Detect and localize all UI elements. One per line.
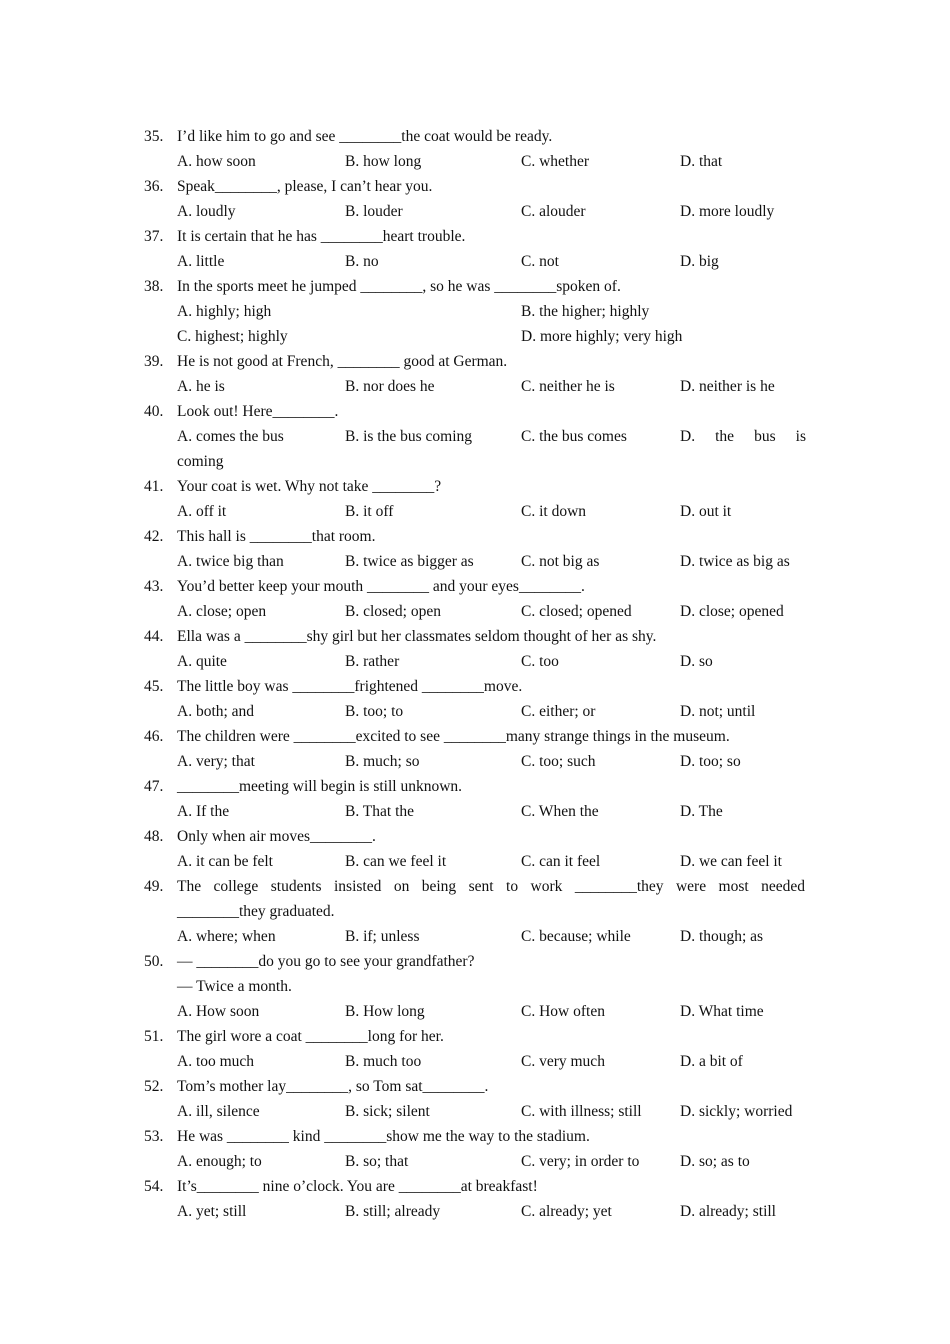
option-b: B. How long	[345, 1003, 425, 1020]
word: the	[715, 428, 735, 445]
question-number: 50.	[144, 953, 164, 970]
option-a: A. If the	[177, 803, 230, 820]
options-43	[0, 599, 950, 624]
option-a: A. he is	[177, 378, 225, 395]
word: is	[795, 428, 806, 445]
options-39	[0, 374, 950, 399]
option-b: B. how long	[345, 153, 422, 170]
option-a: A. enough; to	[177, 1153, 262, 1170]
option-c: C. can it feel	[521, 853, 601, 870]
options-45	[0, 699, 950, 724]
options-51	[0, 1049, 950, 1074]
options-42	[0, 549, 950, 574]
option-b: B. sick; silent	[345, 1103, 430, 1120]
options-37	[0, 249, 950, 274]
question-number: 49.	[144, 878, 164, 895]
option-b: B. is the bus coming	[345, 428, 473, 445]
question-number: 52.	[144, 1078, 164, 1095]
question-stem: Tom’s mother lay________, so Tom sat________.	[177, 1078, 489, 1095]
question-51	[0, 1024, 950, 1049]
option-d: D. though; as	[680, 928, 764, 945]
question-number: 51.	[144, 1028, 164, 1045]
option-c: C. too	[521, 653, 559, 670]
question-35	[0, 124, 950, 149]
option-a: A. quite	[177, 653, 227, 670]
option-a: A. how soon	[177, 153, 256, 170]
option-a: A. highly; high	[177, 303, 272, 320]
option-d: D. more loudly	[680, 203, 775, 220]
option-c: C. it down	[521, 503, 587, 520]
question-number: 47.	[144, 778, 164, 795]
question-stem: — ________do you go to see your grandfather?	[177, 953, 475, 970]
option-d: D. more highly; very high	[521, 328, 683, 345]
option-d: D. already; still	[680, 1203, 776, 1220]
question-stem: ________meeting will begin is still unknown.	[177, 778, 463, 795]
word: being	[421, 878, 457, 895]
options-50	[0, 999, 950, 1024]
option-d: D. The	[680, 803, 723, 820]
question-40	[0, 399, 950, 424]
word: work	[530, 878, 563, 895]
question-48	[0, 824, 950, 849]
option-c: C. the bus comes	[521, 428, 627, 445]
option-a: A. close; open	[177, 603, 267, 620]
options-36	[0, 199, 950, 224]
question-number: 38.	[144, 278, 164, 295]
question-50	[0, 949, 950, 974]
option-d	[680, 424, 806, 449]
question-number: 48.	[144, 828, 164, 845]
option-a: A. too much	[177, 1053, 255, 1070]
option-d: D. so	[680, 653, 713, 670]
question-stem: This hall is ________that room.	[177, 528, 376, 545]
option-a: A. loudly	[177, 203, 236, 220]
option-c: C. not	[521, 253, 559, 270]
option-d: D. close; opened	[680, 603, 784, 620]
option-a: A. little	[177, 253, 225, 270]
option-a: A. ill, silence	[177, 1103, 260, 1120]
option-a: A. yet; still	[177, 1203, 247, 1220]
option-d: D. we can feel it	[680, 853, 782, 870]
question-stem	[177, 874, 805, 899]
options-38-row2	[0, 324, 950, 349]
option-d-wrap: coming	[177, 453, 224, 470]
option-b: B. much too	[345, 1053, 422, 1070]
question-44	[0, 624, 950, 649]
word: to	[506, 878, 519, 895]
option-c: C. very much	[521, 1053, 605, 1070]
option-a: A. it can be felt	[177, 853, 273, 870]
word: sent	[468, 878, 494, 895]
question-stem-wrap: ________they graduated.	[177, 903, 335, 920]
question-number: 40.	[144, 403, 164, 420]
option-a: A. both; and	[177, 703, 255, 720]
option-c: C. neither he is	[521, 378, 615, 395]
question-stem: The little boy was ________frightened ________move.	[177, 678, 523, 695]
question-number: 53.	[144, 1128, 164, 1145]
question-number: 46.	[144, 728, 164, 745]
option-d: D. so; as to	[680, 1153, 750, 1170]
question-stem: Only when air moves________.	[177, 828, 376, 845]
option-b: B. still; already	[345, 1203, 441, 1220]
options-40-wrap	[0, 449, 950, 474]
question-stem: He was ________ kind ________show me the way to the stadium.	[177, 1128, 590, 1145]
question-number: 35.	[144, 128, 164, 145]
question-50-reply	[0, 974, 950, 999]
option-a: A. where; when	[177, 928, 276, 945]
options-40	[0, 424, 950, 449]
question-number: 43.	[144, 578, 164, 595]
question-stem: Look out! Here________.	[177, 403, 339, 420]
question-stem: It’s________ nine o’clock. You are ________at breakfast!	[177, 1178, 538, 1195]
word: needed	[761, 878, 805, 895]
option-d: D. too; so	[680, 753, 741, 770]
word: ________they	[574, 878, 664, 895]
option-c: C. alouder	[521, 203, 586, 220]
question-stem: The children were ________excited to see ________many strange things in the museum.	[177, 728, 730, 745]
question-stem: The girl wore a coat ________long for her.	[177, 1028, 444, 1045]
option-d: D. What time	[680, 1003, 764, 1020]
question-49-wrap	[0, 899, 950, 924]
question-stem: I’d like him to go and see ________the coat would be ready.	[177, 128, 553, 145]
question-52	[0, 1074, 950, 1099]
option-b: B. no	[345, 253, 379, 270]
question-stem: In the sports meet he jumped ________, so he was ________spoken of.	[177, 278, 621, 295]
option-a: A. off it	[177, 503, 227, 520]
option-c: C. too; such	[521, 753, 596, 770]
option-d: D. out it	[680, 503, 732, 520]
word: The	[177, 878, 202, 895]
question-41	[0, 474, 950, 499]
question-stem: You’d better keep your mouth ________ and your eyes________.	[177, 578, 585, 595]
options-53	[0, 1149, 950, 1174]
options-49	[0, 924, 950, 949]
option-b: B. rather	[345, 653, 400, 670]
option-c: C. highest; highly	[177, 328, 288, 345]
word: college	[213, 878, 259, 895]
option-c: C. either; or	[521, 703, 596, 720]
option-b: B. if; unless	[345, 928, 420, 945]
question-number: 37.	[144, 228, 164, 245]
option-b: B. twice as bigger as	[345, 553, 474, 570]
question-number: 45.	[144, 678, 164, 695]
options-35	[0, 149, 950, 174]
question-number: 39.	[144, 353, 164, 370]
option-c: C. whether	[521, 153, 590, 170]
question-47	[0, 774, 950, 799]
question-stem: Your coat is wet. Why not take ________?	[177, 478, 442, 495]
word: students	[270, 878, 322, 895]
option-d: D. a bit of	[680, 1053, 743, 1070]
option-b: B. louder	[345, 203, 403, 220]
question-37	[0, 224, 950, 249]
question-number: 36.	[144, 178, 164, 195]
options-54	[0, 1199, 950, 1224]
options-44	[0, 649, 950, 674]
option-d: D. sickly; worried	[680, 1103, 793, 1120]
option-c: C. already; yet	[521, 1203, 612, 1220]
options-48	[0, 849, 950, 874]
option-b: B. can we feel it	[345, 853, 447, 870]
options-52	[0, 1099, 950, 1124]
question-stem: He is not good at French, ________ good at German.	[177, 353, 508, 370]
option-d: D. not; until	[680, 703, 756, 720]
option-b: B. the higher; highly	[521, 303, 650, 320]
word: most	[718, 878, 749, 895]
option-d: D. neither is he	[680, 378, 775, 395]
word: bus	[754, 428, 776, 445]
option-c: C. How often	[521, 1003, 605, 1020]
question-number: 54.	[144, 1178, 164, 1195]
option-b: B. nor does he	[345, 378, 435, 395]
options-38-row1	[0, 299, 950, 324]
option-d: D. that	[680, 153, 723, 170]
option-d: D. big	[680, 253, 719, 270]
options-46	[0, 749, 950, 774]
option-a: A. very; that	[177, 753, 255, 770]
option-d: D. twice as big as	[680, 553, 790, 570]
question-49	[0, 874, 950, 899]
option-c: C. with illness; still	[521, 1103, 642, 1120]
word: D.	[680, 428, 696, 445]
option-b: B. That the	[345, 803, 415, 820]
question-number: 42.	[144, 528, 164, 545]
option-c: C. closed; opened	[521, 603, 632, 620]
options-47	[0, 799, 950, 824]
option-b: B. it off	[345, 503, 394, 520]
question-36	[0, 174, 950, 199]
question-number: 44.	[144, 628, 164, 645]
option-b: B. closed; open	[345, 603, 441, 620]
question-39	[0, 349, 950, 374]
question-stem: It is certain that he has ________heart trouble.	[177, 228, 466, 245]
option-b: B. much; so	[345, 753, 420, 770]
option-a: A. comes the bus	[177, 428, 284, 445]
options-41	[0, 499, 950, 524]
question-53	[0, 1124, 950, 1149]
option-a: A. How soon	[177, 1003, 260, 1020]
question-46	[0, 724, 950, 749]
question-42	[0, 524, 950, 549]
question-number: 41.	[144, 478, 164, 495]
question-45	[0, 674, 950, 699]
word: insisted	[334, 878, 382, 895]
question-38	[0, 274, 950, 299]
question-54	[0, 1174, 950, 1199]
option-c: C. When the	[521, 803, 599, 820]
question-stem: Ella was a ________shy girl but her classmates seldom thought of her as shy.	[177, 628, 657, 645]
question-reply: — Twice a month.	[177, 978, 292, 995]
word: were	[675, 878, 707, 895]
option-a: A. twice big than	[177, 553, 284, 570]
option-c: C. very; in order to	[521, 1153, 640, 1170]
option-c: C. because; while	[521, 928, 631, 945]
option-b: B. so; that	[345, 1153, 409, 1170]
word: on	[393, 878, 410, 895]
option-c: C. not big as	[521, 553, 600, 570]
question-43	[0, 574, 950, 599]
question-stem: Speak________, please, I can’t hear you.	[177, 178, 433, 195]
option-b: B. too; to	[345, 703, 404, 720]
